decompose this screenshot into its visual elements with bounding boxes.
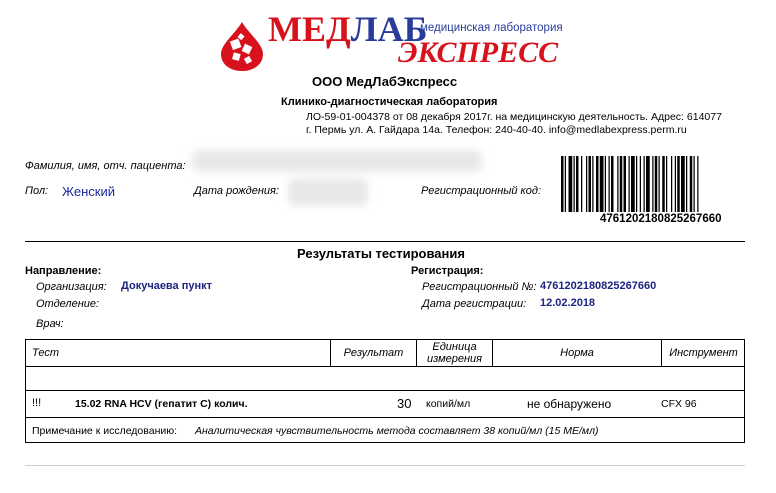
dob-label: Дата рождения:: [194, 185, 279, 197]
barcode-bar: [675, 156, 676, 212]
license-line-1: ЛО-59-01-004378 от 08 декабря 2017г. на медицинскую деятельность. Адрес: 614077: [306, 111, 722, 123]
barcode-bar: [677, 156, 680, 212]
barcode-bar: [659, 156, 660, 212]
redacted-patient-name: [192, 150, 482, 172]
barcode-bar: [569, 156, 573, 212]
sex-value: Женский: [62, 184, 115, 199]
barcode-bar: [574, 156, 575, 212]
company-name: ООО МедЛабЭкспресс: [312, 74, 458, 89]
barcode-bar: [561, 156, 564, 212]
barcode-bar: [636, 156, 637, 212]
barcode-bar: [686, 156, 687, 212]
header-test: Тест: [32, 347, 60, 359]
barcode-bar: [576, 156, 579, 212]
logo-drop-icon: [219, 20, 265, 72]
barcode-bar: [609, 156, 610, 212]
barcode-bar: [620, 156, 623, 212]
barcode-bar: [652, 156, 653, 212]
patient-name-label: Фамилия, имя, отч. пациента:: [25, 160, 186, 172]
table-row: [25, 390, 745, 418]
reg-number-label: Регистрационный №:: [422, 281, 537, 293]
license-line-2: г. Пермь ул. А. Гайдара 14а. Телефон: 240-40-40. info@medlabexpress.perm.ru: [306, 124, 687, 136]
direction-label: Направление:: [25, 265, 102, 277]
header-unit-line1: Единица: [432, 341, 477, 353]
header-unit: [416, 340, 492, 366]
barcode-bar: [681, 156, 685, 212]
barcode-bar: [671, 156, 672, 212]
barcode-bar: [586, 156, 587, 212]
reg-number-value: 4761202180825267660: [540, 280, 657, 292]
barcode: [560, 156, 746, 212]
barcode-bar: [631, 156, 635, 212]
barcode-bar: [624, 156, 627, 212]
logo-part-med: МЕД: [268, 9, 351, 49]
reg-code-label: Регистрационный код:: [421, 185, 541, 197]
header-instrument: Инструмент: [661, 340, 745, 366]
barcode-bar: [690, 156, 693, 212]
barcode-bar: [666, 156, 667, 212]
header-norm: Норма: [492, 340, 661, 366]
barcode-bar: [697, 156, 698, 212]
logo-subtitle: медицинская лаборатория: [420, 22, 563, 34]
doctor-label: Врач:: [36, 318, 64, 330]
reg-date-value: 12.02.2018: [540, 297, 596, 309]
barcode-bar: [565, 156, 566, 212]
header-result: Результат: [330, 340, 416, 366]
organization-label: Организация:: [36, 281, 107, 293]
barcode-bar: [592, 156, 593, 212]
organization-value: Докучаева пункт: [121, 280, 213, 292]
table-header: [25, 339, 745, 367]
row-unit: копий/мл: [426, 398, 471, 410]
lab-type: Клинико-диагностическая лаборатория: [281, 96, 498, 108]
note-text: Аналитическая чувствительность метода составляет 38 копий/мл (15 МЕ/мл): [195, 425, 599, 437]
registration-label: Регистрация:: [411, 265, 484, 277]
divider: [25, 241, 745, 242]
logo-part-lab: ЛАБ: [350, 9, 428, 49]
table-empty-row: [25, 366, 745, 391]
note-label: Примечание к исследованию:: [32, 425, 178, 437]
table-note-row: [25, 417, 745, 443]
row-test-name: 15.02 RNA HCV (гепатит С) колич.: [75, 398, 248, 410]
barcode-bar: [629, 156, 630, 212]
header-unit-line2: измерения: [426, 353, 483, 365]
barcode-bar: [581, 156, 582, 212]
reg-date-label: Дата регистрации:: [422, 298, 527, 310]
sex-label: Пол:: [25, 185, 49, 197]
barcode-bar: [655, 156, 658, 212]
row-instrument: CFX 96: [661, 398, 697, 410]
barcode-bar: [617, 156, 618, 212]
barcode-bar: [589, 156, 592, 212]
barcode-bar: [662, 156, 665, 212]
row-norm: не обнаружено: [527, 397, 612, 411]
row-result: 30: [397, 396, 412, 411]
department-label: Отделение:: [36, 298, 100, 310]
bottom-divider: [25, 465, 745, 466]
barcode-bar: [640, 156, 641, 212]
barcode-bar: [611, 156, 614, 212]
redacted-dob: [288, 178, 368, 206]
results-title: Результаты тестирования: [297, 246, 465, 261]
barcode-bar: [644, 156, 645, 212]
barcode-number: 4761202180825267660: [600, 213, 722, 225]
barcode-bar: [600, 156, 604, 212]
barcode-bar: [605, 156, 606, 212]
abnormal-flag: !!!: [32, 397, 42, 409]
barcode-bar: [646, 156, 650, 212]
barcode-bar: [596, 156, 599, 212]
barcode-bar: [694, 156, 695, 212]
logo-part-express: ЭКСПРЕСС: [398, 36, 559, 69]
